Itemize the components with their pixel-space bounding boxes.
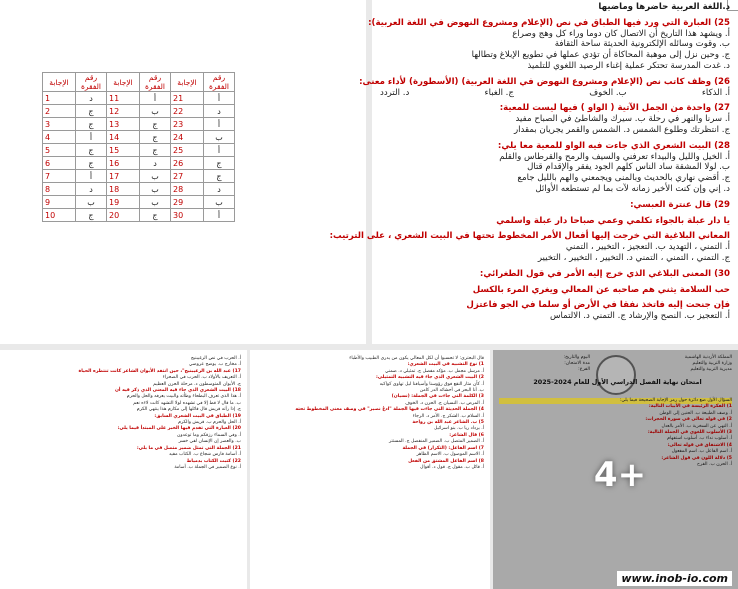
question-number-cell: 27 — [171, 170, 204, 183]
answer-cell: ب — [140, 170, 171, 183]
question-number-cell: 4 — [43, 131, 76, 144]
option-line: أ. التمني ، التهديد ب. التعجيز ، التخيير ، التمني — [565, 242, 730, 253]
question-text: 5) دلالة اللون في قول الشاعر: — [661, 455, 732, 461]
question-number-cell: 21 — [171, 92, 204, 105]
question-number-cell: 3 — [43, 118, 76, 131]
question-number-cell: 10 — [43, 209, 76, 222]
question-number-cell: 1 — [43, 92, 76, 105]
question-number-cell: 2 — [43, 105, 76, 118]
option-line: أ. أسلوب نداء ب. أسلوب استفهام — [667, 436, 732, 442]
question-number-cell: 17 — [107, 170, 140, 183]
answer-option: أ. الذكاء — [701, 87, 730, 98]
option-line: ج. أقضي نهاري بالحديث وبالمنى ويجمعني والهم بالليل جامع — [517, 173, 730, 184]
answer-key-page — [0, 0, 366, 344]
answer-cell: ج — [76, 209, 107, 222]
option-line: ج. الأبوان المتوسطون د. مرحلة الحزن العظيم — [153, 381, 241, 387]
table-header-cell: الإجابة — [43, 73, 76, 92]
question-number-cell: 16 — [107, 157, 140, 170]
table-header-cell: رقم الفقرة — [140, 73, 171, 92]
option-line: أ. الحل والحرم ب. قريش والكرم — [178, 420, 241, 426]
question-text: 17) عبد الله بن الزغيبنيج"، حين انتقد الأبوان الشاعر كانت تنتظره الحياة — [78, 368, 241, 374]
question-text: المعاني البلاغية التي خرجت إليها أفعال الأمر المخطوط تحتها في البيت الشعري ، على الترتيب: — [329, 231, 730, 242]
option-line: أ. كأن مثار النقع فوق رؤوسنا وأسيافنا ليل تهاوى كواكبه — [379, 381, 484, 387]
question-number-cell: 28 — [171, 183, 204, 196]
option-line: أ. اسم الفاعل ب. اسم المفعول — [671, 449, 732, 455]
question-text: 7) اسم الفاعل: (التكرار) في الجملة — [402, 445, 484, 451]
question-number-cell: 25 — [171, 144, 204, 157]
exam-page-thumbnail-2[interactable] — [250, 350, 490, 589]
option-line: د. غدت المدرسة تحتكر عملية إغناء الرصيد اللغوي للتلميذ — [527, 60, 730, 71]
question-number-cell: 7 — [43, 170, 76, 183]
answer-cell: ج — [204, 170, 235, 183]
question-text: 4) الجملة الحديثة التي جاءت فيها الجملة "ادعُ نصير" في وصف معنى المخطوط تحته — [295, 407, 484, 413]
question-text: 1) الفكرة الرئيسة في الأبيات التالية: — [648, 404, 732, 410]
answer-cell: ب — [140, 196, 171, 209]
answer-cell: ب — [204, 196, 235, 209]
question-text: 21) الجملة التي تمثل ضمير متصل في ما يلي: — [136, 445, 241, 451]
question-text: 8) اسم الفاعل المشتق من الفعل — [408, 458, 484, 464]
question-number-cell: 19 — [107, 196, 140, 209]
questions-text — [329, 2, 730, 322]
question-text: 5) ب. الشاعر عبد الله بن رواحة — [412, 420, 484, 426]
header-line: مديرية التربية والتعليم — [690, 367, 732, 372]
table-header-cell: الإجابة — [107, 73, 140, 92]
question-text: 18) البيت الشعري الذي جاء فيه المعنى الذي ذكر فيه أن — [115, 388, 241, 394]
option-line: أ. الضمير المتصل ب. الضمير المنفصل ج. المستتر — [388, 439, 484, 445]
table-row — [43, 118, 235, 131]
question-number-cell: 9 — [43, 196, 76, 209]
option-line: أ. مخارج ب. يوضح عروضي — [188, 362, 241, 368]
answer-cell: ج — [76, 157, 107, 170]
option-line: د. إني وإن كنت الأخير زمانه لآت بما لم تستطعه الأوائل — [535, 183, 730, 194]
answer-cell: ج — [76, 144, 107, 157]
answer-cell: د — [204, 105, 235, 118]
option-line: ج. التمني ، التمني ، التمني د. التخيير ، التخيير ، التخيير — [537, 252, 730, 263]
instruction-text: السؤال الأول ضع دائرة حول رمز الإجابة الصحيحة فيما يلي: — [499, 398, 732, 404]
answer-cell: ج — [204, 157, 235, 170]
question-text: 26) وظف كاتب نص (الإعلام ومشروع النهوض في اللغة العربية) (الأسطورة) لأداء معنى: — [359, 76, 730, 87]
answer-cell: د — [76, 92, 107, 105]
header-line: الفرع: — [578, 367, 590, 372]
answer-option: ب. الخوف — [589, 87, 627, 98]
answer-cell: أ — [76, 170, 107, 183]
question-text: 2) في قوله تعالى في سورة الحجرات: — [645, 417, 732, 423]
answer-cell: ج — [140, 118, 171, 131]
answer-cell: ب — [204, 131, 235, 144]
table-row — [43, 170, 235, 183]
section-heading: د.اللغة العربية حاضرها وماضيها — [598, 2, 730, 12]
table-row — [43, 196, 235, 209]
option-line: ب. والعصر إن الإنسان لفي خسر — [178, 439, 241, 445]
table-row — [43, 183, 235, 196]
question-text: 27) واحدة من الجمل الآتية ( الواو ) فيها ليست للمعية: — [499, 103, 730, 114]
question-number-cell: 11 — [107, 92, 140, 105]
option-line: أ. يزداد ريا ب. بنو اسرائيل — [433, 426, 484, 432]
question-number-cell: 30 — [171, 209, 204, 222]
option-line: ب. ما قال لا قط إلا في تشهده لولا التشهد كانت لاءه نعم — [133, 400, 241, 406]
option-line: أ. الحزن ب. الفرح — [697, 462, 732, 468]
answer-cell: أ — [204, 92, 235, 105]
option-line: ب. وقوت وسائله الإلكترونية الحديثة ساحة الثقافة — [554, 39, 730, 50]
answer-cell: ج — [140, 131, 171, 144]
question-text: 28) البيت الشعري الذي جاءت فيه الواو للمعية معا يلي: — [497, 140, 730, 151]
answer-cell: د — [204, 183, 235, 196]
exam-text-2 — [256, 356, 484, 471]
answer-key-table — [42, 72, 235, 222]
answer-option: د. التردد — [380, 87, 410, 98]
option-line: قال البحتري: لا تحسبوا أن لكل المعالي يكون من يدري الطبيب والأطباء — [349, 356, 484, 361]
answer-cell: أ — [140, 92, 171, 105]
question-number-cell: 14 — [107, 131, 140, 144]
question-number-cell: 23 — [171, 118, 204, 131]
option-line: أ. وفي السماء رزقكم وما توعدون — [177, 432, 241, 438]
question-text: يا دار عبلة بالجواء تكلمي وعمي صباحا دار عبلة واسلمي — [496, 215, 730, 226]
question-number-cell: 20 — [107, 209, 140, 222]
option-line: أ. المرض ب. النسيان ج. الحزن د. الخوف — [405, 400, 484, 406]
exam-text-1 — [6, 356, 241, 471]
question-number-cell: 29 — [171, 196, 204, 209]
exam-page-thumbnail-1[interactable] — [0, 350, 247, 589]
option-line: أ. السلام ب. الشكر ج. الأمر د. الرجاء — [412, 413, 484, 419]
option-line: أ. النهي عن السخرية ب. الأمر بالعدل — [661, 423, 732, 429]
option-line: أ. الحرب في نص الزغيبنيج — [190, 356, 241, 361]
option-line: أ. نوع الضمير في الجملة ب. أسامة — [174, 464, 241, 470]
question-text: 25) العبارة التي ورد فيها الطباق في نص (الإعلام ومشروع النهوض في اللغة العربية): — [368, 17, 730, 28]
questions-page — [329, 0, 738, 344]
option-line: ج. انتظرتك وطلوع الشمس د. الشمس والقمر يجريان بمقدار — [513, 124, 730, 135]
answer-cell: ج — [76, 118, 107, 131]
option-line: ج. إذا رأته قريش قال قائلها إلى مكارم هذا ينتهي الكرم — [136, 407, 241, 413]
answer-cell: أ — [204, 144, 235, 157]
answer-cell: ب — [140, 183, 171, 196]
option-line: ب. أنا البحر في أحشائه الدر كامن — [419, 388, 484, 394]
question-text: 2) البيت الشعري الذي جاء فيه التشبيه التمثيلي: — [375, 375, 484, 381]
answer-cell: ج — [140, 144, 171, 157]
option-line: ج. وحين نزل إلى موهبة المحاكاة أن تؤدي عملها في تطويع الإبلاغ وتطالها — [471, 50, 730, 61]
header-line: اليوم والتاريخ: — [563, 355, 590, 360]
answer-options — [380, 88, 730, 99]
question-number-cell: 12 — [107, 105, 140, 118]
question-number-cell: 5 — [43, 144, 76, 157]
header-line: المملكة الأردنية الهاشمية — [684, 355, 732, 360]
question-text: 20) العبارة التي تقدم فيها الخبر على المبتدأ فيما يلي: — [117, 426, 241, 432]
table-header-cell: رقم الفقرة — [204, 73, 235, 92]
table-row — [43, 144, 235, 157]
table-row — [43, 105, 235, 118]
question-text: 3) الأسلوب اللغوي في الجملة التالية: — [647, 430, 732, 436]
answer-cell: ج — [140, 209, 171, 222]
option-line: ب. لولا المشقة ساد الناس كلهم الجود يفقر والإقدام قتال — [527, 162, 730, 173]
answer-cell: أ — [204, 118, 235, 131]
exam-title: امتحان نهاية الفصل الدراسي الأول للعام 2024-2025 — [533, 378, 702, 386]
table-row — [43, 209, 235, 222]
table-row — [43, 157, 235, 170]
option-line: أ. ويشهد هذا التاريخ أن الاتصال كان دوما وراء كل وهج وصراع — [512, 28, 730, 39]
option-line: أ. سرنا والنهر في رحلة ب. سيرك والشاطئ في الصباح مفيد — [515, 114, 730, 125]
question-text: 22) كتبت الكتاب بدمياط — [186, 458, 241, 464]
option-line: أ. أسامة فارس شجاع ب. الكتاب مفيد — [168, 452, 241, 458]
question-number-cell: 13 — [107, 118, 140, 131]
table-header-cell: رقم الفقرة — [76, 73, 107, 92]
answer-cell: ب — [76, 196, 107, 209]
option-line: أ. هذا الذي تعرف البطحاء وطأته والبيت يعرفه والحل والحرم — [126, 394, 241, 400]
header-line: وزارة التربية والتعليم — [692, 361, 732, 366]
question-number-cell: 6 — [43, 157, 76, 170]
question-text: 3) الكلمة التي جاءت في الجملة: (نسيان) — [391, 394, 484, 400]
table-row — [43, 131, 235, 144]
answer-option: ج. الغباء — [484, 87, 514, 98]
question-number-cell: 24 — [171, 131, 204, 144]
question-number-cell: 26 — [171, 157, 204, 170]
table-row — [43, 92, 235, 105]
question-number-cell: 22 — [171, 105, 204, 118]
question-text: 30) المعنى البلاغي الذي خرج إليه الأمر في قول الطغرائي: — [479, 268, 730, 279]
option-line: أ. مرسل مجمل ب. مؤكد مفصل ج. تمثيلي د. ضمني — [385, 368, 484, 374]
answer-cell: أ — [76, 131, 107, 144]
answer-cell: ج — [76, 105, 107, 118]
answer-cell: ب — [140, 105, 171, 118]
option-line: أ. وصف الطبيعة ب. الحنين إلى الوطن — [659, 410, 732, 416]
option-line: أ. الخيل والليل والبيداء تعرفني والسيف والرمح والقرطاس والقلم — [499, 151, 730, 162]
option-line: أ. الاسم الموصول ب. الاسم الظاهر — [416, 452, 484, 458]
option-line: أ. التعريف بالأولاد ب. الحرب في الصحراء — [162, 375, 241, 381]
question-text: 1) نوع التشبيه في البيت الشعري: — [407, 362, 484, 368]
question-text: حب السلامة يثني هم صاحبه عن المعالي ويغري المرء بالكسل — [472, 284, 730, 295]
option-line: أ. قائل ب. مقول ج. قول د. أقوال — [420, 464, 484, 470]
question-text: 19) الطباق في البيت الشعري السابق: — [154, 413, 241, 419]
question-text: 29) قال عنترة العبسي: — [630, 199, 730, 210]
site-watermark: www.inob-io.com — [617, 571, 732, 586]
table-header-cell: الإجابة — [171, 73, 204, 92]
more-images-badge[interactable]: 4+ — [593, 455, 647, 495]
answer-cell: د — [140, 157, 171, 170]
answer-cell: أ — [204, 209, 235, 222]
answer-cell: د — [76, 183, 107, 196]
question-number-cell: 15 — [107, 144, 140, 157]
question-number-cell: 8 — [43, 183, 76, 196]
question-text: 4) الاشتقاق في قوله تعالى: — [667, 442, 732, 448]
question-text: فإن جنحت إليه فاتخذ نفقا في الأرض أو سلما في الجو فاعتزل — [466, 300, 730, 311]
question-number-cell: 18 — [107, 183, 140, 196]
option-line: أ. التعجيز ب. النصح والإرشاد ج. التمني د. الالتماس — [550, 311, 730, 322]
header-line: مدة الامتحان: — [564, 361, 590, 366]
question-text: 6) قال الشاعر: — [449, 432, 484, 438]
